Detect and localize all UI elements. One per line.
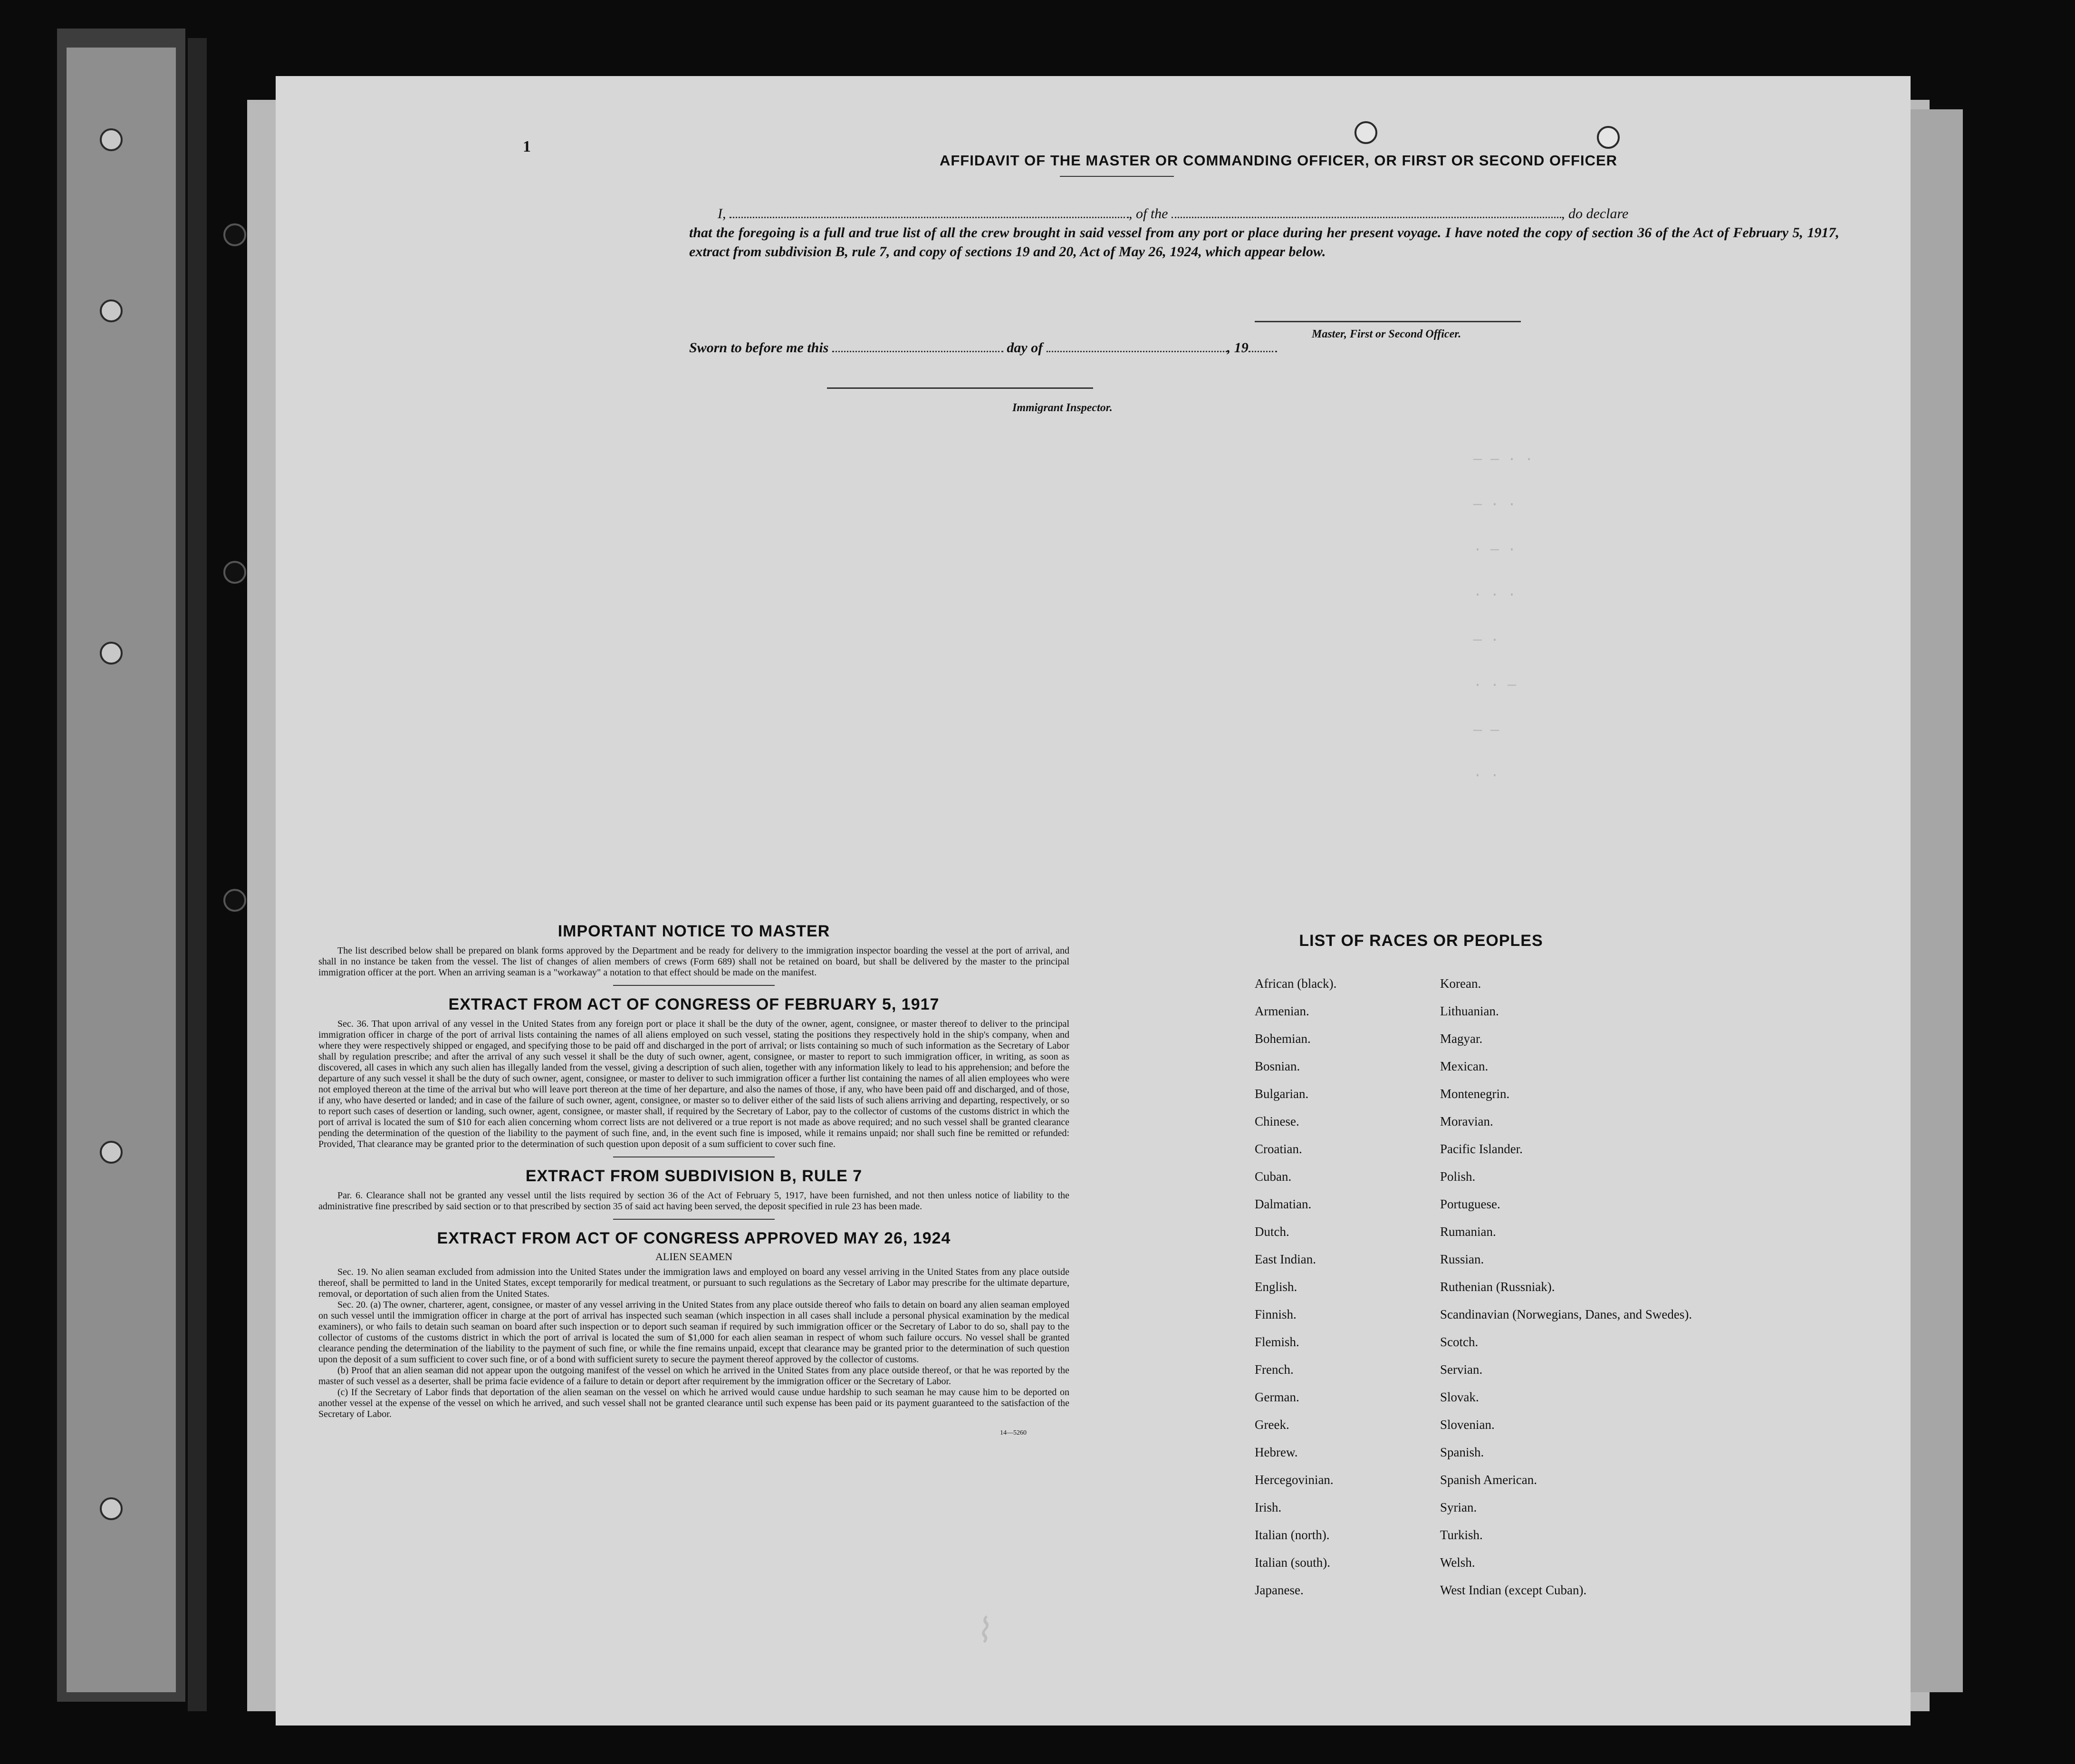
extract-1924-title: EXTRACT FROM ACT OF CONGRESS APPROVED MAY 26, 1924 <box>437 1229 951 1247</box>
binding-hole <box>100 642 123 665</box>
race-item: Scandinavian (Norwegians, Danes, and Swedes). <box>1440 1307 1692 1321</box>
race-item: Croatian. <box>1255 1142 1302 1156</box>
notice-column <box>318 922 1069 1437</box>
race-item: Montenegrin. <box>1440 1087 1510 1101</box>
races-title: LIST OF RACES OR PEOPLES <box>1299 932 1543 950</box>
race-item: Lithuanian. <box>1440 1004 1499 1018</box>
race-item: East Indian. <box>1255 1252 1316 1266</box>
sec20b-body: (b) Proof that an alien seaman did not appear upon the outgoing manifest of the vessel on which he arrived in the United States from any place outside thereof, or that he was reported by the master of such vessel as a deserter, shall be prima facie evidence of a failure to detain or deport after requirement by the immigration officer or the Secretary of Labor. <box>318 1365 1069 1387</box>
year-prefix: , 19 <box>1227 340 1249 356</box>
race-item: Italian (south). <box>1255 1555 1330 1570</box>
race-item: Irish. <box>1255 1500 1282 1514</box>
extract-1924-subtitle: ALIEN SEAMEN <box>655 1251 732 1263</box>
race-item: African (black). <box>1255 976 1337 991</box>
inspector-line[interactable] <box>827 387 1093 389</box>
binding-hole <box>223 223 246 246</box>
notice-body: The list described below shall be prepared on blank forms approved by the Department and be ready for delivery to the immigration inspector boarding the vessel at the port of arrival, and shall in no instance be taken from the vessel. The list of changes of alien members of crews (Form 689) shall not be retained on board, but shall be delivered by the master to the principal immigration officer at the port. When an arriving seaman is a "workaway" a notation to that effect should be made on the manifest. <box>318 945 1069 978</box>
race-item: Greek. <box>1255 1417 1289 1432</box>
vessel-blank[interactable] <box>1172 217 1561 218</box>
binding-hole <box>223 889 246 912</box>
extract-1917-title: EXTRACT FROM ACT OF CONGRESS OF FEBRUARY 5, 1917 <box>448 995 940 1013</box>
affidavit-declaration <box>689 204 1839 261</box>
inspector-caption: Immigrant Inspector. <box>1012 402 1113 414</box>
race-item: Hebrew. <box>1255 1445 1298 1459</box>
race-item: Spanish. <box>1440 1445 1484 1459</box>
race-item: Korean. <box>1440 976 1481 991</box>
pencil-scribble: ⌇ <box>971 1612 993 1651</box>
signature-caption: Master, First or Second Officer. <box>1312 328 1461 340</box>
sworn-text: Sworn to before me this <box>689 340 829 356</box>
affidavit-body: that the foregoing is a full and true list of all the crew brought in said vessel from any port or place during her present voyage. I have noted the copy of section 36 of the Act of February 5, 1917, extract from subdivision B, rule 7, and copy of sections 19 and 20, Act of May 26, 1924, which appear below. <box>689 225 1839 260</box>
race-item: Portuguese. <box>1440 1197 1500 1211</box>
race-item: Dalmatian. <box>1255 1197 1312 1211</box>
race-item: Slovak. <box>1440 1390 1479 1404</box>
race-item: Turkish. <box>1440 1528 1483 1542</box>
signature-line[interactable] <box>1255 321 1521 322</box>
race-item: Ruthenian (Russniak). <box>1440 1280 1555 1294</box>
binding-hole <box>100 1497 123 1520</box>
race-item: Hercegovinian. <box>1255 1473 1334 1487</box>
day-of: day of <box>1007 340 1043 356</box>
race-item: Moravian. <box>1440 1114 1493 1128</box>
document-page <box>276 76 1911 1725</box>
sworn-day-blank[interactable] <box>832 351 1003 352</box>
bleed-through: — — · · — · · · — · · · · — · · · — — — · · <box>1473 452 1534 784</box>
of-the: , of the <box>1129 206 1168 222</box>
race-item: Russian. <box>1440 1252 1484 1266</box>
race-item: Finnish. <box>1255 1307 1297 1321</box>
binding-edge <box>188 38 207 1711</box>
race-item: Japanese. <box>1255 1583 1304 1597</box>
race-item: Italian (north). <box>1255 1528 1330 1542</box>
binding-hole <box>223 561 246 584</box>
race-item: West Indian (except Cuban). <box>1440 1583 1587 1597</box>
sworn-line <box>689 340 1277 356</box>
sworn-month-blank[interactable] <box>1047 351 1227 352</box>
race-item: Scotch. <box>1440 1335 1479 1349</box>
binding-hole <box>100 1141 123 1164</box>
race-item: Slovenian. <box>1440 1417 1495 1432</box>
notice-title: IMPORTANT NOTICE TO MASTER <box>557 922 830 940</box>
extract-rule7-title: EXTRACT FROM SUBDIVISION B, RULE 7 <box>525 1167 863 1185</box>
page-hole <box>1355 121 1377 144</box>
extract-1917-body: Sec. 36. That upon arrival of any vessel in the United States from any foreign port or place it shall be the duty of the owner, agent, consignee, or master thereof to deliver to the principal immigration officer in charge of the port of arrival lists containing the names of all aliens employed on such vessel, stating the positions they respectively hold in the ship's company, when and where they were respectively shipped or engaged, and specifying those to be paid off and discharged in the port of arrival; or lists containing so much of such information as the Secretary of Labor shall by regulation prescribe; and after the arrival of any such vessel it shall be the duty of such owner, agent, consignee, or master to report to such immigration officer, in writing, as soon as discovered, all cases in which any such alien has illegally landed from the vessel, giving a description of such alien, together with any information likely to lead to his apprehension; and before the departure of any such vessel it shall be the duty of such owner, agent, consignee, or master to deliver to such immigration officer a further list containing the names of all alien employees who were not employed thereon at the time of the arrival but who will leave port thereon at the time of her departure, and also the names of those, if any, who have been paid off and discharged, and of those, if any, who have deserted or landed; and in case of the failure of such owner, agent, consignee, or master so to deliver either of the said lists of such aliens arriving and departing, respectively, or so to report such cases of desertion or landing, such owner, agent, consignee, or master shall, if required by the Secretary of Labor, pay to the collector of customs of the customs district in which the port of arrival is located the sum of $10 for each alien concerning whom correct lists are not delivered or a true report is not made as above required; and no such vessel shall be granted clearance pending the determination of the question of the liability to the payment of such fine, and, in the event such fine is imposed, while it remains unpaid; nor shall such fine be remitted or refunded: Provided, That clearance may be granted prior to the determination of such question upon deposit of a sum sufficient to cover such fine. <box>318 1019 1069 1149</box>
race-item: Mexican. <box>1440 1059 1489 1073</box>
page-mark: 1 <box>523 138 531 155</box>
binding-strip-inner <box>67 48 176 1692</box>
name-blank[interactable] <box>730 217 1129 218</box>
affidavit-title: AFFIDAVIT OF THE MASTER OR COMMANDING OFFICER, OR FIRST OR SECOND OFFICER <box>939 152 1618 169</box>
race-item: Magyar. <box>1440 1031 1483 1046</box>
declare-i: I, <box>718 206 726 222</box>
race-item: Flemish. <box>1255 1335 1299 1349</box>
race-item: Chinese. <box>1255 1114 1299 1128</box>
race-item: English. <box>1255 1280 1297 1294</box>
race-item: Bulgarian. <box>1255 1087 1309 1101</box>
binding-hole <box>100 128 123 151</box>
race-item: Pacific Islander. <box>1440 1142 1523 1156</box>
sec19-body: Sec. 19. No alien seaman excluded from admission into the United States under the immigration laws and employed on board any vessel arriving in the United States from any place outside thereof, shall be permitted to land in the United States, except temporarily for medical treatment, or pursuant to such regulations as the Secretary of Labor may prescribe for the ultimate departure, removal, or deportation of such alien from the United States. <box>318 1267 1069 1299</box>
race-item: Dutch. <box>1255 1224 1289 1239</box>
race-item: German. <box>1255 1390 1299 1404</box>
extract-rule7-body: Par. 6. Clearance shall not be granted any vessel until the lists required by section 36 of the Act of February 5, 1917, have been furnished, and not then unless notice of liability to the administrative fine prescribed by said section or to that prescribed by section 35 of said act having been served, the deposit specified in rule 23 has been made. <box>318 1190 1069 1212</box>
year-blank[interactable] <box>1249 351 1277 352</box>
sec20a-body: Sec. 20. (a) The owner, charterer, agent, consignee, or master of any vessel arriving in the United States from any place outside thereof who fails to detain on board any alien seaman employed on such vessel until the immigration officer in charge at the port of arrival has inspected such seaman (which inspection in all cases shall include a personal physical examination by the medical examiners), or who fails to detain such seaman on board after such inspection or to deport such seaman if required by such immigration officer or the Secretary of Labor to do so, shall pay to the collector of customs of the customs district in which the port of arrival is located the sum of $1,000 for each alien seaman in respect of whom such failure occurs. No vessel shall be granted clearance pending the determination of the liability to the payment of such fine, or while the fine remains unpaid, except that clearance may be granted prior to the determination of such question upon the deposit of a sum sufficient to cover such fine, or of a bond with sufficient surety to secure the payment thereof approved by the collector of customs. <box>318 1300 1069 1365</box>
race-item: Bosnian. <box>1255 1059 1300 1073</box>
race-item: Syrian. <box>1440 1500 1477 1514</box>
race-item: Polish. <box>1440 1169 1476 1184</box>
form-number: 14—5260 <box>1000 1429 1027 1436</box>
race-item: French. <box>1255 1362 1294 1377</box>
races-column-1 <box>1255 970 1336 1604</box>
race-item: Welsh. <box>1440 1555 1475 1570</box>
binding-hole <box>100 299 123 322</box>
section-rule <box>613 985 775 986</box>
section-rule <box>613 1219 775 1220</box>
race-item: Servian. <box>1440 1362 1483 1377</box>
do-declare: , do declare <box>1561 206 1629 222</box>
title-rule <box>1060 176 1174 177</box>
race-item: Spanish American. <box>1440 1473 1537 1487</box>
race-item: Cuban. <box>1255 1169 1292 1184</box>
page-hole <box>1597 126 1620 149</box>
race-item: Armenian. <box>1255 1004 1309 1018</box>
sec20c-body: (c) If the Secretary of Labor finds that deportation of the alien seaman on the vessel on which he arrived would cause undue hardship to such seaman he may cause him to be deported on another vessel at the expense of the vessel on which he arrived, and such vessel shall not be granted clearance until such expense has been paid or its payment guaranteed to the satisfaction of the Secretary of Labor. <box>318 1387 1069 1419</box>
races-column-2 <box>1440 970 1692 1604</box>
race-item: Bohemian. <box>1255 1031 1311 1046</box>
race-item: Rumanian. <box>1440 1224 1496 1239</box>
